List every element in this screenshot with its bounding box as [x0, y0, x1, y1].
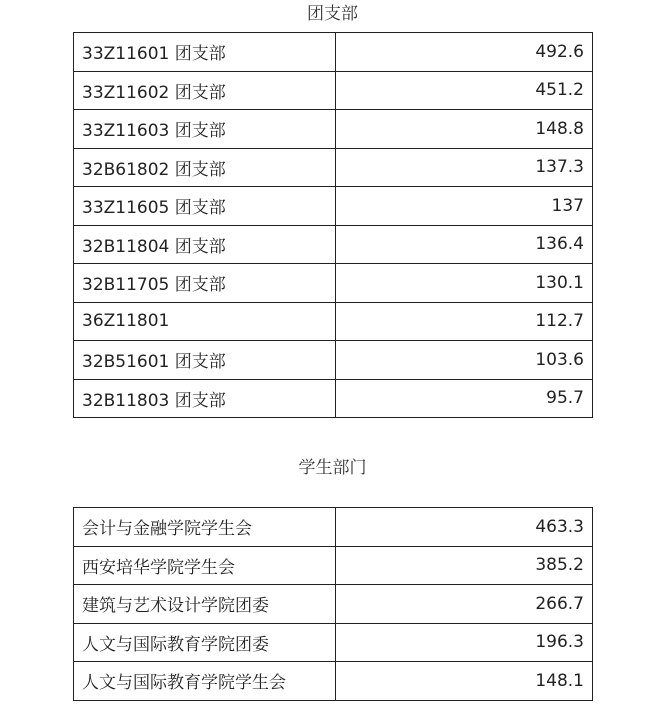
- row-value: 451.2: [336, 71, 593, 110]
- department-ranking-table: [73, 507, 593, 701]
- row-value: 112.7: [336, 302, 593, 341]
- row-name: 33Z11605 团支部: [74, 187, 336, 226]
- row-value: 196.3: [336, 623, 593, 662]
- table-row: [74, 148, 593, 187]
- table-row: [74, 662, 593, 701]
- row-name: 人文与国际教育学院团委: [74, 623, 336, 662]
- table-row: [74, 546, 593, 585]
- row-value: 137.3: [336, 148, 593, 187]
- table-row: [74, 508, 593, 547]
- row-name: 32B11705 团支部: [74, 264, 336, 303]
- branch-ranking-table: [73, 32, 593, 418]
- row-value: 103.6: [336, 341, 593, 380]
- row-name: 建筑与艺术设计学院团委: [74, 585, 336, 624]
- table-row: [74, 110, 593, 149]
- table-row: [74, 379, 593, 418]
- row-name: 32B51601 团支部: [74, 341, 336, 380]
- row-value: 136.4: [336, 225, 593, 264]
- row-value: 137: [336, 187, 593, 226]
- row-name: 33Z11601 团支部: [74, 33, 336, 72]
- table-row: [74, 585, 593, 624]
- row-name: 会计与金融学院学生会: [74, 508, 336, 547]
- table-row: [74, 341, 593, 380]
- row-value: 385.2: [336, 546, 593, 585]
- row-name: 32B61802 团支部: [74, 148, 336, 187]
- table-row: [74, 71, 593, 110]
- row-value: 492.6: [336, 33, 593, 72]
- section-title-branches: 团支部: [307, 4, 358, 24]
- row-name: 32B11804 团支部: [74, 225, 336, 264]
- row-name: 36Z11801: [74, 302, 336, 341]
- table-row: [74, 623, 593, 662]
- table-row: [74, 225, 593, 264]
- row-value: 266.7: [336, 585, 593, 624]
- row-value: 130.1: [336, 264, 593, 303]
- row-value: 148.1: [336, 662, 593, 701]
- row-name: 西安培华学院学生会: [74, 546, 336, 585]
- table-row: [74, 302, 593, 341]
- row-name: 人文与国际教育学院学生会: [74, 662, 336, 701]
- row-name: 33Z11603 团支部: [74, 110, 336, 149]
- table-row: [74, 33, 593, 72]
- row-value: 95.7: [336, 379, 593, 418]
- table-row: [74, 264, 593, 303]
- row-value: 148.8: [336, 110, 593, 149]
- row-name: 33Z11602 团支部: [74, 71, 336, 110]
- table-row: [74, 187, 593, 226]
- row-name: 32B11803 团支部: [74, 379, 336, 418]
- section-title-departments: 学生部门: [298, 458, 367, 478]
- row-value: 463.3: [336, 508, 593, 547]
